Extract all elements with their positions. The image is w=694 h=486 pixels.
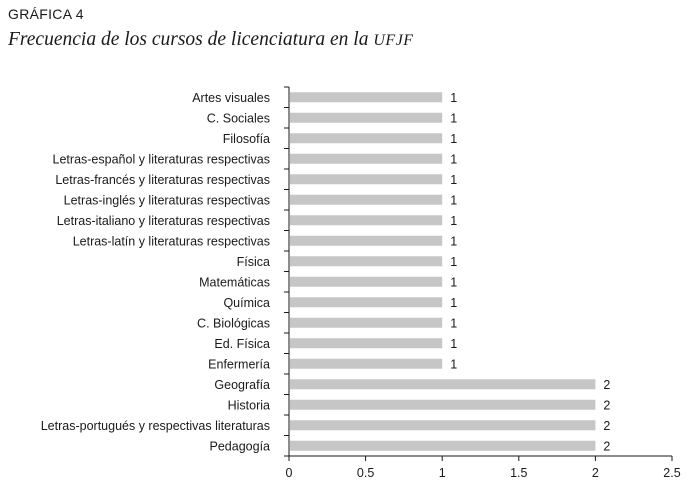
data-label: 1 [450,316,458,331]
category-label: Letras-portugués y respectivas literaturas [40,418,270,433]
bar [290,297,442,307]
category-label: Geografía [214,377,270,392]
bar [290,400,595,410]
bar [290,359,442,369]
category-label: Física [236,254,270,269]
chart-title-institution: UFJF [373,32,414,49]
x-tick-label: 1.5 [510,466,528,480]
bar [290,215,442,225]
data-label: 1 [450,336,458,351]
x-tick-label: 0.5 [356,466,375,480]
data-label: 1 [450,131,458,146]
bar [290,420,595,430]
bar [290,236,442,246]
bar [290,92,442,102]
data-label: 1 [450,254,458,269]
bar [290,338,442,348]
category-label: Letras-francés y literaturas respectivas [55,172,270,187]
bar [290,379,595,389]
data-label: 1 [450,111,458,126]
category-label: Matemáticas [199,275,270,290]
category-label: Artes visuales [192,90,270,105]
category-label: Letras-inglés y literaturas respectivas [63,193,270,208]
category-label: Letras-latín y literaturas respectivas [72,234,270,249]
data-label: 1 [450,295,458,310]
chart-title-text: Frecuencia de los cursos de licenciatura en la [8,29,374,50]
bar [290,174,442,184]
category-label: Historia [227,398,270,413]
bar [290,318,442,328]
data-label: 2 [603,398,611,413]
x-tick-label: 2.5 [663,466,681,480]
x-tick-label: 0 [285,466,293,480]
bar [290,154,442,164]
category-label: Enfermería [208,357,270,372]
data-label: 1 [450,234,458,249]
bar [290,441,595,451]
data-label: 1 [450,172,458,187]
category-label: Filosofía [222,131,270,146]
bar [290,113,442,123]
data-label: 1 [450,90,458,105]
bar [290,256,442,266]
bar [290,277,442,287]
bar [290,133,442,143]
data-label: 2 [603,439,611,454]
category-label: Pedagogía [209,439,270,454]
x-tick-label: 1 [438,466,446,480]
data-label: 1 [450,275,458,290]
category-label: Química [223,295,270,310]
data-label: 1 [450,193,458,208]
category-label: Letras-italiano y literaturas respectivas [56,213,270,228]
data-label: 2 [603,418,611,433]
category-label: Letras-español y literaturas respectivas [52,152,270,167]
bar [290,195,442,205]
category-label: C. Sociales [206,111,270,126]
data-label: 1 [450,213,458,228]
category-label: C. Biológicas [197,316,270,331]
data-label: 2 [603,377,611,392]
data-label: 1 [450,152,458,167]
data-label: 1 [450,357,458,372]
bars-layer [290,92,595,451]
figure-label: GRÁFICA 4 [8,6,84,22]
category-label: Ed. Física [214,336,270,351]
x-tick-label: 2 [591,466,599,480]
